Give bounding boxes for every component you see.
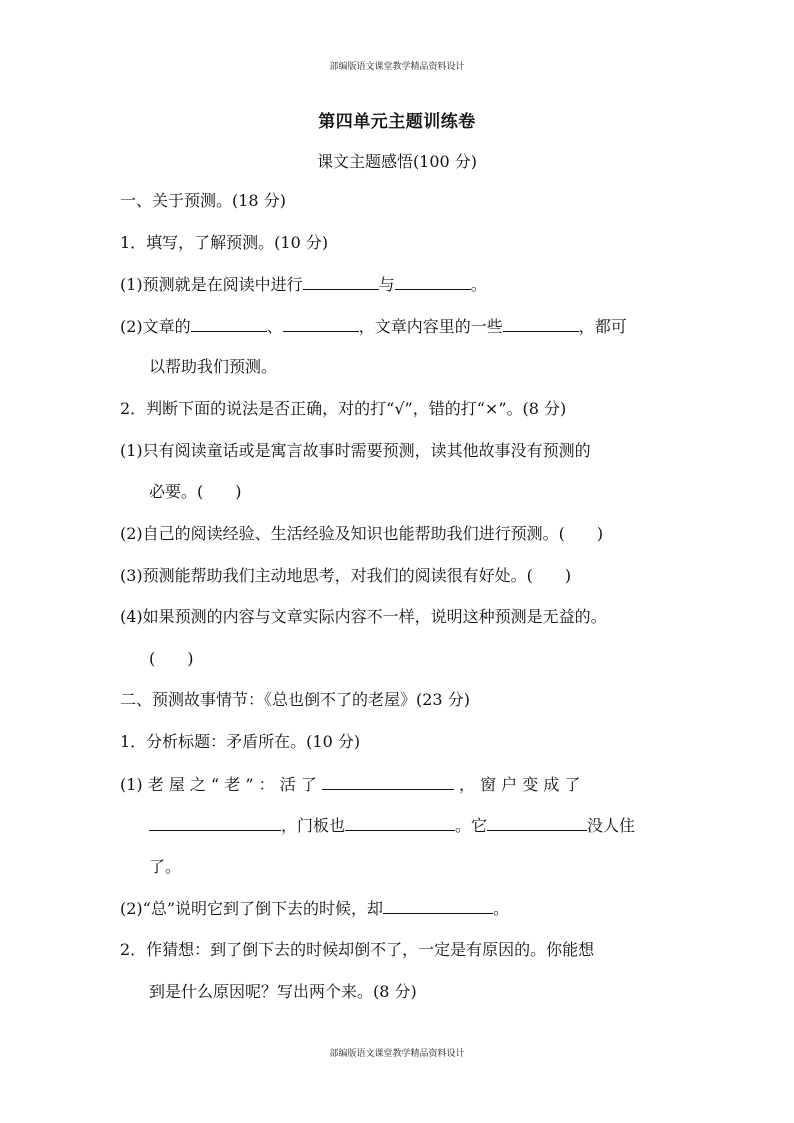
s1-q1-b — [120, 315, 627, 338]
s1-q2-stem: 2．判断下面的说法是否正确，对的打“√”，错的打“×”。(8 分) — [120, 399, 567, 418]
s2-q1-a-line2-mid: ，门板也 — [281, 816, 346, 835]
fill-blank[interactable] — [345, 814, 455, 831]
s1-q2-c: (3)预测能帮助我们主动地思考，对我们的阅读很有好处。( ) — [120, 566, 572, 585]
section2-heading: 二、预测故事情节：《总也倒不了的老屋》(23 分) — [120, 690, 470, 709]
s2-q1-a-line2 — [149, 814, 635, 837]
s2-q1-a-line1 — [120, 773, 580, 796]
fill-blank[interactable] — [191, 315, 267, 332]
s2-q1-a-line2-post: 没人住 — [587, 816, 636, 835]
s1-q1-b-sep: 、 — [266, 317, 283, 336]
section1-heading: 一、关于预测。(18 分) — [120, 191, 286, 210]
s1-q1-b-mid: ，文章内容里的一些 — [358, 317, 503, 336]
s1-q2-a-line2: 必要。( ) — [149, 482, 242, 501]
s1-q1-b-post: ，都可 — [578, 317, 627, 336]
s1-q1-a-mid: 与 — [378, 275, 395, 294]
s2-q1-b-post: 。 — [493, 899, 510, 918]
s2-q1-a-mid: ， 窗 户 变 成 了 — [459, 775, 581, 794]
page-title: 第四单元主题训练卷 — [318, 112, 476, 132]
fill-blank[interactable] — [322, 773, 454, 790]
fill-blank[interactable] — [303, 273, 379, 290]
fill-blank[interactable] — [283, 315, 359, 332]
s2-q2-stem-line2: 到是什么原因呢？写出两个来。(8 分) — [149, 982, 417, 1001]
fill-blank[interactable] — [383, 897, 493, 914]
s2-q1-b — [120, 897, 509, 920]
s2-q1-stem: 1．分析标题：矛盾所在。(10 分) — [120, 732, 361, 751]
s1-q2-a-line1: (1)只有阅读童话或是寓言故事时需要预测，读其他故事没有预测的 — [120, 441, 591, 460]
s1-q2-d-line2: ( ) — [149, 649, 194, 668]
fill-blank[interactable] — [149, 814, 281, 831]
s1-q1-a — [120, 273, 487, 296]
s2-q1-a-line2-mid2: 。它 — [455, 816, 488, 835]
page-footer: 部编版语文课堂教学精品资料设计 — [329, 1049, 465, 1059]
s1-q1-b-cont: 以帮助我们预测。 — [149, 357, 278, 376]
s1-q2-b: (2)自己的阅读经验、生活经验及知识也能帮助我们进行预测。( ) — [120, 524, 604, 543]
page-subtitle: 课文主题感悟(100 分) — [316, 152, 478, 171]
s2-q2-stem-line1: 2．作猜想：到了倒下去的时候却倒不了，一定是有原因的。你能想 — [120, 940, 595, 959]
page-header: 部编版语文课堂教学精品资料设计 — [329, 62, 465, 72]
s2-q1-a-line3: 了。 — [149, 857, 182, 876]
s1-q1-a-post: 。 — [470, 275, 487, 294]
s1-q1-b-pre: (2)文章的 — [120, 317, 191, 336]
fill-blank[interactable] — [395, 273, 471, 290]
s1-q1-a-pre: (1)预测就是在阅读中进行 — [120, 275, 303, 294]
s1-q2-d-line1: (4)如果预测的内容与文章实际内容不一样，说明这种预测是无益的。 — [120, 607, 607, 626]
s2-q1-a-pre: (1) 老 屋 之 “ 老 ” ： 活 了 — [120, 775, 317, 794]
s1-q1-stem: 1．填写，了解预测。(10 分) — [120, 233, 329, 252]
fill-blank[interactable] — [487, 814, 587, 831]
fill-blank[interactable] — [503, 315, 579, 332]
s2-q1-b-pre: (2)“总”说明它到了倒下去的时候，却 — [120, 899, 384, 918]
